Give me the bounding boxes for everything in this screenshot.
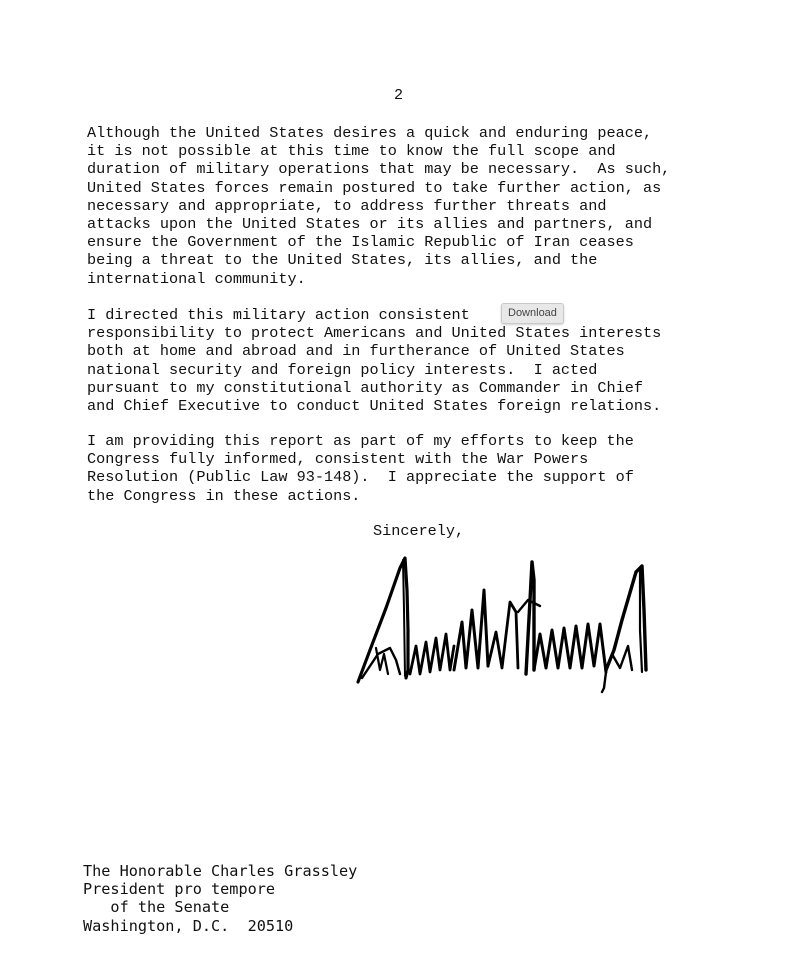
- signature: [350, 550, 660, 700]
- body-paragraph-2: I directed this military action consistent responsibility to protect Americans and United States interests both at home and abroad and in furtherance of United States national security and foreign policy interests. I acted pursuant to my constitutional authority as Commander in Chief and Chief Executive to conduct United States foreign relations.: [87, 306, 662, 416]
- page-number: 2: [394, 87, 404, 104]
- body-paragraph-3: I am providing this report as part of my efforts to keep the Congress fully informed, consistent with the War Powers Resolution (Public Law 93-148). I appreciate the support of the Congress in these actions.: [87, 432, 634, 505]
- download-button[interactable]: Download: [501, 303, 564, 324]
- recipient-address: The Honorable Charles Grassley President pro tempore of the Senate Washington, D.C. 20510: [83, 862, 358, 935]
- closing-salutation: Sincerely,: [373, 522, 465, 540]
- body-paragraph-1: Although the United States desires a quick and enduring peace, it is not possible at this time to know the full scope and duration of military operations that may be necessary. As such, United States forces remain postured to take further action, as necessary and appropriate, to address further threats and attacks upon the United States or its allies and partners, and ensure the Government of the Islamic Republic of Iran ceases being a threat to the United States, its allies, and the international community.: [87, 124, 671, 288]
